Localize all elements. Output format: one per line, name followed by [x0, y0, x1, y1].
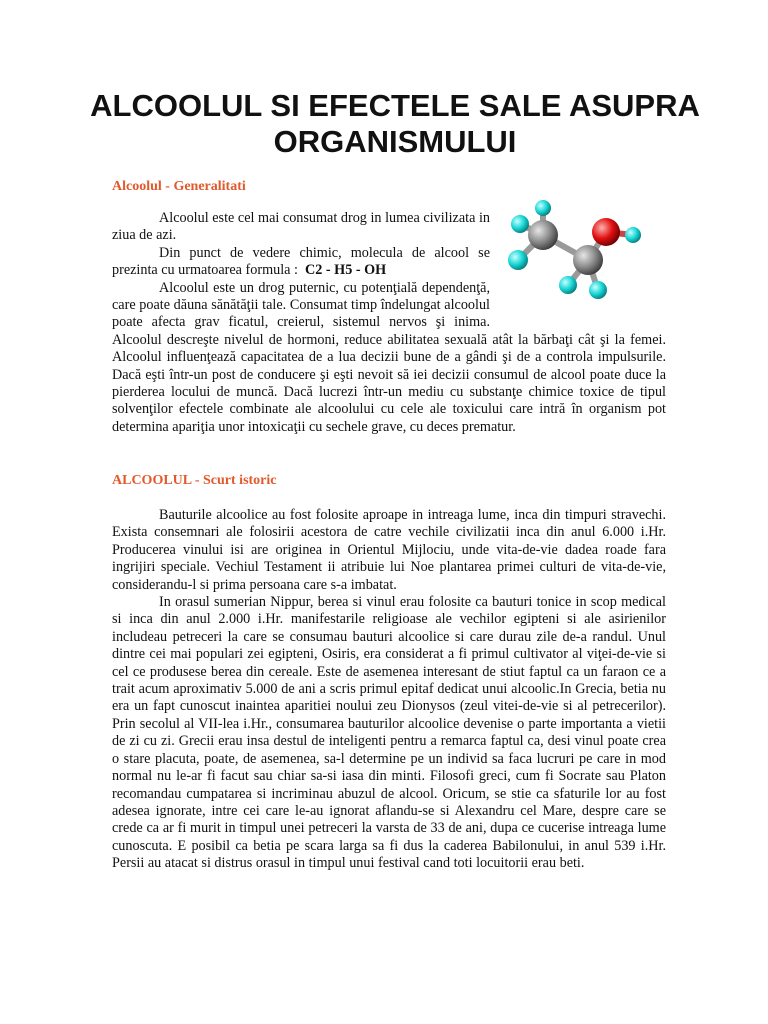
- oxygen-atom: [592, 218, 620, 246]
- chemical-formula: C2 - H5 - OH: [305, 262, 387, 279]
- hydrogen-atom: [589, 281, 607, 299]
- hydrogen-atom: [625, 227, 641, 243]
- hydrogen-atom: [535, 200, 551, 216]
- ethanol-molecule-icon: [498, 200, 676, 312]
- hydrogen-atom: [508, 250, 528, 270]
- page-title: ALCOOLUL SI EFECTELE SALE ASUPRA ORGANISMULUI: [90, 88, 700, 159]
- hydrogen-atom: [559, 276, 577, 294]
- carbon-atom: [573, 245, 603, 275]
- paragraph: Bauturile alcoolice au fost folosite aproape in intreaga lume, inca din timpuri stravechi. Exista consemnari ale folosirii acestora de catre vechile civilizatii inca din anul 6.000 i.Hr. Producerea vinului isi are originea in Orientul Mijlociu, unde vita-de-vie dadea roade fara ingrijiri speciale. Vechiul Testament ii atribuie lui Noe plantarea primei culturi de vita-de-vie, considerandu-l si prima persoana care s-a imbatat.: [112, 507, 666, 593]
- paragraph: Din punct de vedere chimic, molecula de alcool se prezinta cu urmatoarea formula : C2 - H5 - OH: [112, 244, 490, 279]
- carbon-atom: [528, 220, 558, 250]
- paragraph: Alcoolul este un drog puternic, cu potenţială dependenţă, care poate dăuna sănătăţii tale. Consumat timp îndelungat alcoolul poate afecta grav ficatul, creierul, sistemul nervos şi inima. Alcoolul descreşte nivelul de hormoni, reduce abilitatea sexuală atât la bărbaţi cât şi la femei. Alcoolul influenţează capacitatea de a lua decizii bune de a gândi şi de a controla impulsurile. Dacă eşti într-un post de conducere şi eşti nevoit să iei decizii consumul de alcool poate duce la pierderea locului de muncă. Dacă lucrezi într-un mediu cu substanţe chimice toxice de tipul solvenţilor efectele combinate ale alcoolului cu cele ale toxicului care intră în organism pot determina apariţia unor intoxicaţii cu sechele grave, cu deces prematur.: [112, 279, 666, 435]
- section-heading-generalitati: Alcoolul - Generalitati: [112, 179, 246, 194]
- paragraph: In orasul sumerian Nippur, berea si vinul erau folosite ca bauturi tonice in scop medical si inca din anul 2.000 i.Hr. manifestarile religioase ale vechilor egipteni si ale asirienilor includeau petreceri la care se consumau bauturi alcoolice si care durau zile de-a randul. Unul dintre cei mai populari zei egipteni, Osiris, era considerat a fi primul cultivator al viţei-de-vie si cel ce produsese berea din cereale. Este de asemenea interesant de stiut faptul ca un faraon ce a trait acum aproximativ 5.000 de ani a scris primul epitaf dedicat unui alcoolic.In Grecia, betia nu era un fapt cunoscut inaintea aparitiei noului zeu Dionysos (zeul vitei-de-vie si al petrecerilor). Prin secolul al VII-lea i.Hr., consumarea bauturilor alcoolice devenise o parte importanta a vietii de zi cu zi. Grecii erau insa destul de inteligenti pentru a remarca faptul ca, desi vinul poate crea o stare placuta, poate, de asemenea, sa-l determine pe un individ sa faca lucruri pe care in mod normal nu le-ar fi facut sau chiar sa-si iasa din minti. Filosofi greci, cum fi Socrate sau Platon recomandau cumpatarea si incriminau abuzul de alcool. Oricum, se stie ca sfaturile lor au fost adesea ignorate, intre cei care le-au ignorat aflandu-se si Alexandru cel Mare, despre care se crede ca ar fi murit in timpul unei petreceri la varsta de 33 de ani, dupa ce cucerise intreaga lume cunoscuta. E posibil ca betia pe scara larga sa fi dus la caderea Babilonului, in anul 539 i.Hr. Persii au atacat si distrus orasul in timpul unui festival cand toti locuitorii erau beti.: [112, 594, 666, 872]
- section-body-istoric: [112, 507, 666, 873]
- section-body-generalitati: [112, 210, 666, 436]
- hydrogen-atom: [511, 215, 529, 233]
- section-heading-istoric: ALCOOLUL - Scurt istoric: [112, 473, 277, 488]
- paragraph: Alcoolul este cel mai consumat drog in lumea civilizata in ziua de azi.: [112, 210, 490, 244]
